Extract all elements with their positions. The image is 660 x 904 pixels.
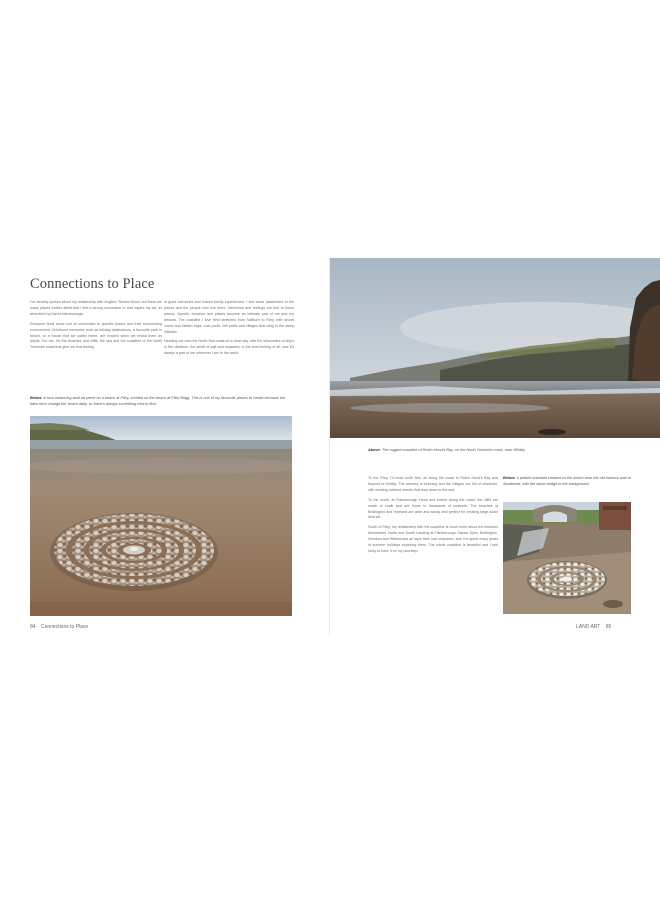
- paragraph: Everyone feels some sort of connection to specific places and their surrounding environment. Childhood memories such as holiday destinations, a favourite park or beach, or a house that we called home, are evoked when we revisit them as adults. For me, it's the beaches and cliffs, the sea and the coastline of the North Yorkshire coast that give me that feeling.: [30, 321, 162, 350]
- page-heading: Connections to Place: [30, 276, 155, 292]
- folio-book-title: LAND ART: [576, 624, 601, 630]
- caption-spiral-photo: [30, 396, 292, 408]
- caption-text: A pebble mandala created on the beach near the old harbour wall at Sandsend, with the stone bridge in the background.: [503, 476, 631, 486]
- paragraph: To the Filey, I'd head north first, all along the coast to Robin Hood's Bay and beyond to Whitby. The scenery is stunning and the villages are full of character, with winding cobbled streets that lead down to the sea.: [368, 476, 498, 492]
- caption-pebble-photo: [503, 476, 631, 500]
- left-column-2: [164, 300, 294, 382]
- spiral-photo-image: [30, 416, 292, 616]
- caption-text: The rugged coastline of Robin Hood's Bay, on the North Yorkshire coast, near Whitby.: [381, 448, 526, 452]
- pebble-photo-image: [503, 502, 631, 614]
- photo-pebble-mandala: [503, 502, 631, 614]
- folio-number: 84: [30, 624, 36, 630]
- caption-text: A rock-balancing land art piece on a beach at Filey, created on the beach at Filey Brigg. This is one of my favourite places to create because the tides here change the beach daily, so there's always something new to find.: [30, 396, 286, 406]
- photo-beach-spiral: [30, 416, 292, 616]
- coastline-photo-image: [330, 258, 660, 438]
- folio-right: [576, 624, 615, 630]
- caption-label: Below:: [30, 396, 43, 400]
- right-column: [368, 476, 498, 618]
- folio-number: 85: [605, 624, 612, 630]
- paragraph: I've already spoken about my relationship with Anglers' Stones Wood, but there are many places further afield that I feel a strong connection to that inspire my art, as described by David Attenborough.: [30, 300, 162, 316]
- left-column-1: [30, 300, 162, 382]
- folio-left: [30, 624, 92, 630]
- caption-label: Below:: [503, 476, 516, 480]
- caption-coastline-photo: [368, 448, 628, 455]
- caption-label: Above:: [368, 448, 381, 452]
- paragraph: To the south, at Flamborough Head and further along the coast, the cliffs are made of chalk and are home to thousands of seabirds. The beaches at Bridlington and Hornsea are wide and sandy and perfect for creating large-scale land art.: [368, 497, 498, 520]
- photo-coastline: [330, 258, 660, 438]
- paragraph: Heading out onto the North Sea coast on a clear day, with the silhouettes of ships in the distance, the smell of salt and seaweed, is the best feeling of all, and it's always a part of me wherever I am in the world.: [164, 339, 294, 356]
- folio-section: Connections to Place: [40, 624, 89, 630]
- paragraph: of good memories and shared family experiences. I feel some attachment to the places and the people who live there. Memories and feelings are tied to these places. Specific beaches and places become an intimate part of me and my artwork. The coastline I love best stretches from Saltburn to Filey, with secret coves and hidden bays, rock pools, cliff paths and villages that cling to the steep hillsides.: [164, 300, 294, 334]
- paragraph: South of Filey, my relationship with the coastline is much more about the beaches themselves. North and South Landing at Flamborough, Danes Dyke, Bridlington, Hornsea and Withernsea all have their own character, and I've spent many years of summer holidays exploring them. The whole coastline is beautiful and I feel lucky to have it on my doorstep.: [368, 525, 498, 553]
